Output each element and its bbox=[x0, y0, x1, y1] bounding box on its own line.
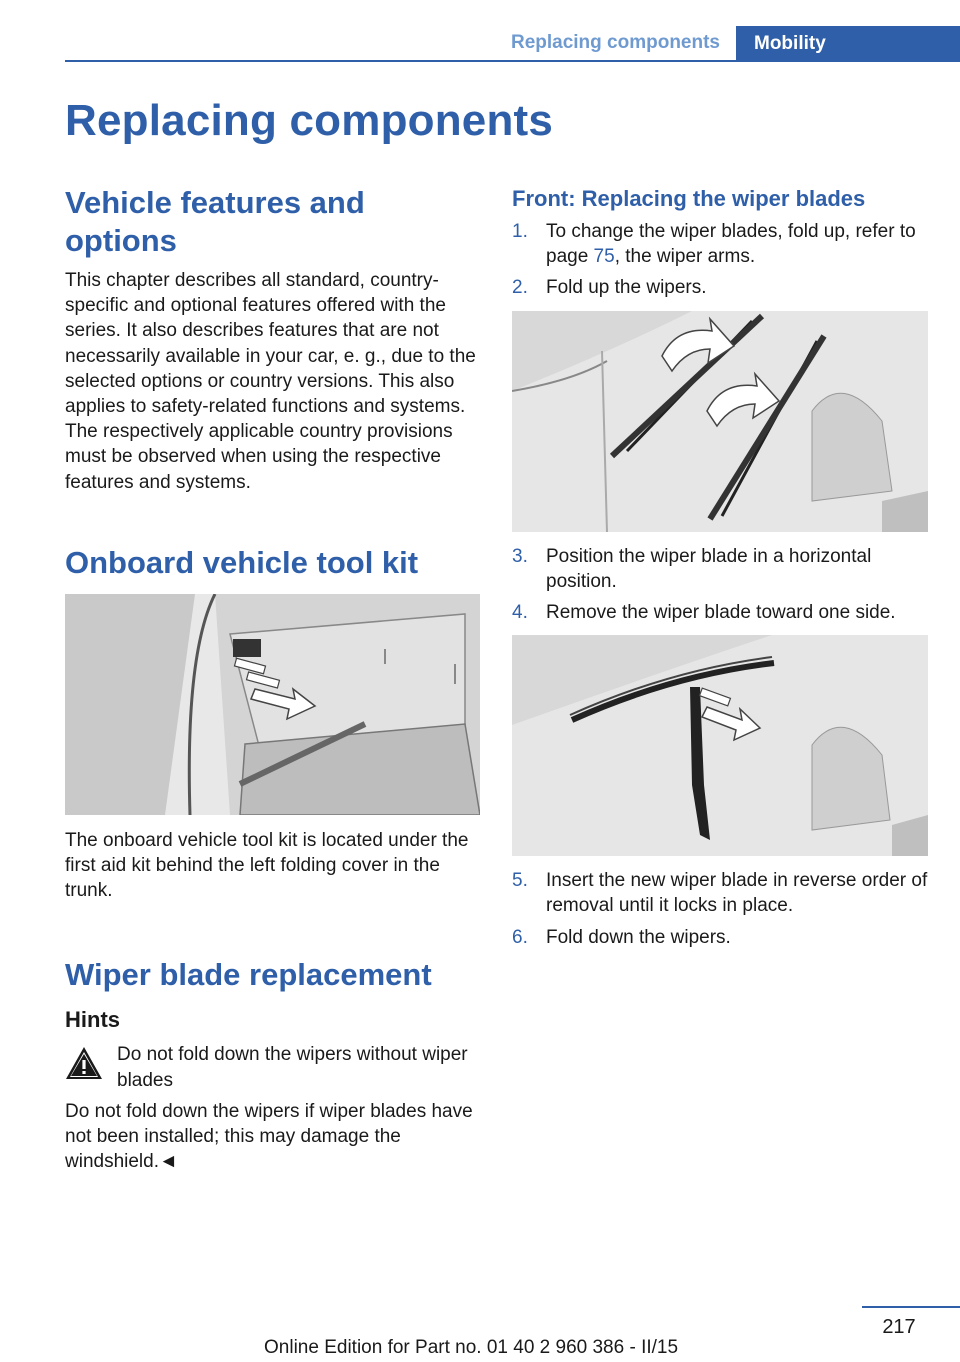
step-6 bbox=[512, 925, 928, 950]
trunk-toolkit-illustration bbox=[65, 594, 480, 815]
step-3-text: Position the wiper blade in a horizontal position. bbox=[546, 545, 872, 592]
left-column bbox=[65, 184, 480, 1174]
header-section-title: Replacing components bbox=[510, 32, 720, 53]
hints-subheading: Hints bbox=[65, 1007, 120, 1033]
step-1 bbox=[512, 219, 928, 269]
wiper-horizontal-illustration bbox=[512, 635, 928, 856]
wiper-heading: Wiper blade replacement bbox=[65, 957, 432, 993]
step-number: 2. bbox=[512, 277, 528, 299]
step-2-text: Fold up the wipers. bbox=[546, 277, 707, 299]
edition-line: Online Edition for Part no. 01 40 2 960 386 - II/15 bbox=[264, 1337, 679, 1358]
page-number: 217 bbox=[882, 1316, 916, 1338]
steps-list-c bbox=[512, 868, 928, 950]
page-ref-link[interactable]: 75 bbox=[593, 246, 615, 268]
step-number: 6. bbox=[512, 926, 528, 948]
header-chapter-tab[interactable]: Mobility bbox=[736, 26, 960, 62]
warning-title: Do not fold down the wipers without wiper blades bbox=[117, 1044, 468, 1091]
header-rule bbox=[65, 60, 960, 62]
wipers-fold-up-illustration bbox=[512, 311, 928, 532]
step-1-text-start: To change the wiper blades, fold up, refer to page bbox=[546, 221, 916, 268]
step-number: 5. bbox=[512, 870, 528, 892]
features-body: This chapter describes all standard, country-specific and optional features offered with the series. It also describes features that are not necessarily available in your car, e. g., due to the selected options or country versions. This also applies to safety-related functions and systems. The respectively applicable country provisions must be observed when using the respective features and systems. bbox=[65, 270, 476, 493]
step-number: 3. bbox=[512, 545, 528, 567]
warning-triangle-icon bbox=[65, 1046, 103, 1080]
step-3 bbox=[512, 544, 928, 594]
warning-callout bbox=[65, 1042, 480, 1092]
step-2 bbox=[512, 275, 928, 300]
warning-body: Do not fold down the wipers if wiper blades have not been installed; this may damage the windshield.◄ bbox=[65, 1100, 473, 1173]
right-column bbox=[512, 184, 928, 956]
steps-list-b bbox=[512, 544, 928, 626]
replace-wiper-heading: Front: Replacing the wiper blades bbox=[512, 186, 866, 211]
steps-list-a bbox=[512, 219, 928, 301]
page-title: Replacing components bbox=[65, 96, 554, 145]
step-4 bbox=[512, 600, 928, 625]
step-6-text: Fold down the wipers. bbox=[546, 926, 731, 948]
step-5-text: Insert the new wiper blade in reverse order of removal until it locks in place. bbox=[546, 870, 928, 917]
features-heading: Vehicle features and options bbox=[65, 185, 365, 258]
step-1-text-end: , the wiper arms. bbox=[614, 246, 756, 268]
step-number: 1. bbox=[512, 221, 528, 242]
step-number: 4. bbox=[512, 602, 528, 624]
footer-rule bbox=[862, 1306, 960, 1308]
step-4-text: Remove the wiper blade toward one side. bbox=[546, 602, 896, 624]
step-5 bbox=[512, 868, 928, 918]
toolkit-body: The onboard vehicle tool kit is located under the first aid kit behind the left folding cover in the trunk. bbox=[65, 829, 469, 902]
toolkit-heading: Onboard vehicle tool kit bbox=[65, 544, 419, 580]
